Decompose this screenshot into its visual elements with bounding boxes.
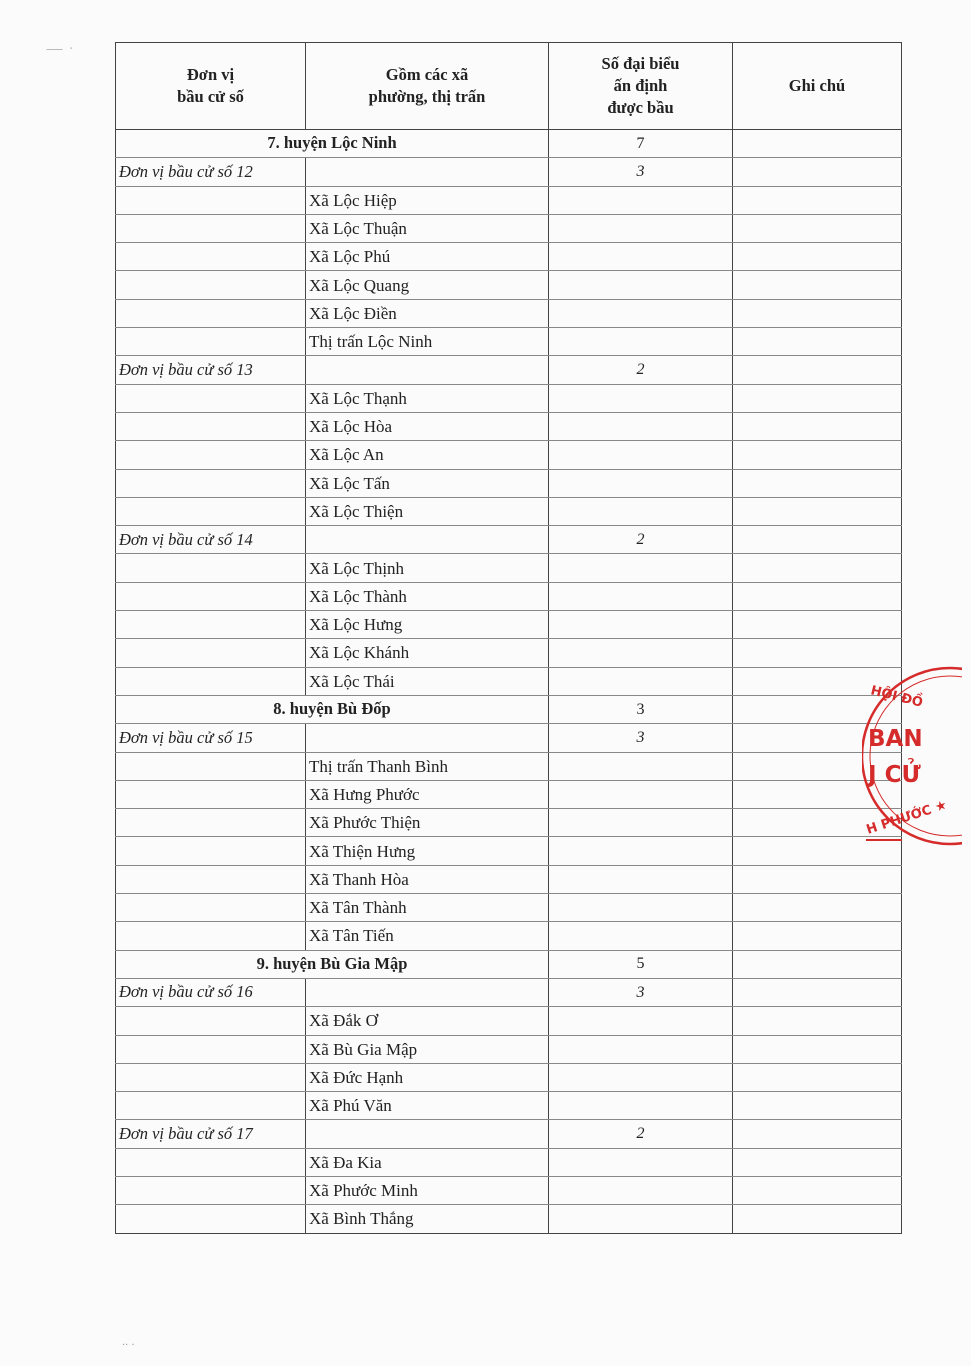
note-cell	[733, 441, 902, 469]
commune-name: Xã Lộc An	[306, 441, 549, 469]
table-row	[116, 243, 902, 271]
commune-name: Thị trấn Lộc Ninh	[306, 328, 549, 356]
delegate-cell	[549, 780, 733, 808]
table-row	[116, 1120, 902, 1148]
commune-name: Xã Thanh Hòa	[306, 865, 549, 893]
unit-cell	[116, 894, 306, 922]
district-name: 7. huyện Lộc Ninh	[116, 130, 549, 158]
unit-cell	[116, 582, 306, 610]
unit-cell	[116, 865, 306, 893]
table-row	[116, 1205, 902, 1233]
commune-cell	[306, 1120, 549, 1148]
delegate-count: 2	[549, 1120, 733, 1148]
commune-name: Xã Lộc Hiệp	[306, 186, 549, 214]
commune-name: Xã Lộc Thạnh	[306, 384, 549, 412]
note-cell	[733, 554, 902, 582]
commune-name: Xã Phước Thiện	[306, 809, 549, 837]
unit-cell	[116, 554, 306, 582]
scan-mark-bottom: ·· ·	[122, 1340, 135, 1351]
delegate-cell	[549, 837, 733, 865]
svg-text:BAN: BAN	[868, 726, 923, 752]
note-cell	[733, 243, 902, 271]
note-cell	[733, 356, 902, 384]
table-row	[116, 865, 902, 893]
note-cell	[733, 1148, 902, 1176]
delegate-count: 3	[549, 978, 733, 1006]
unit-cell	[116, 497, 306, 525]
unit-cell	[116, 611, 306, 639]
note-cell	[733, 299, 902, 327]
delegate-cell	[549, 384, 733, 412]
unit-cell	[116, 384, 306, 412]
commune-name: Xã Lộc Thiện	[306, 497, 549, 525]
unit-cell	[116, 752, 306, 780]
delegate-cell	[549, 412, 733, 440]
note-cell	[733, 328, 902, 356]
table-row	[116, 299, 902, 327]
delegate-count: 5	[549, 950, 733, 978]
unit-name: Đơn vị bầu cử số 15	[116, 724, 306, 752]
table-row	[116, 1007, 902, 1035]
table-row	[116, 894, 902, 922]
table-row	[116, 271, 902, 299]
unit-name: Đơn vị bầu cử số 14	[116, 526, 306, 554]
unit-cell	[116, 299, 306, 327]
note-cell	[733, 469, 902, 497]
commune-cell	[306, 526, 549, 554]
commune-name: Xã Đa Kia	[306, 1148, 549, 1176]
table-row	[116, 412, 902, 440]
note-cell	[733, 271, 902, 299]
delegate-cell	[549, 1148, 733, 1176]
unit-cell	[116, 214, 306, 242]
svg-text:H PHƯỚC ★: H PHƯỚC ★	[864, 797, 949, 838]
table-row	[116, 186, 902, 214]
note-cell	[733, 130, 902, 158]
svg-text:HỘI ĐỒ: HỘI ĐỒ	[869, 683, 925, 711]
delegate-cell	[549, 271, 733, 299]
header-notes: Ghi chú	[733, 43, 902, 130]
table-row	[116, 356, 902, 384]
note-cell	[733, 214, 902, 242]
delegate-cell	[549, 328, 733, 356]
delegate-count: 3	[549, 724, 733, 752]
unit-cell	[116, 243, 306, 271]
delegate-cell	[549, 639, 733, 667]
note-cell	[733, 1176, 902, 1204]
note-cell	[733, 1063, 902, 1091]
table-body	[116, 130, 902, 1234]
delegate-cell	[549, 1007, 733, 1035]
unit-cell	[116, 1148, 306, 1176]
unit-name: Đơn vị bầu cử số 12	[116, 158, 306, 186]
note-cell	[733, 978, 902, 1006]
delegate-cell	[549, 894, 733, 922]
commune-name: Xã Lộc Phú	[306, 243, 549, 271]
unit-cell	[116, 780, 306, 808]
note-cell	[733, 1120, 902, 1148]
note-cell	[733, 950, 902, 978]
note-cell	[733, 384, 902, 412]
table-row	[116, 639, 902, 667]
district-name: 9. huyện Bù Gia Mập	[116, 950, 549, 978]
delegate-cell	[549, 865, 733, 893]
note-cell	[733, 1092, 902, 1120]
delegate-cell	[549, 497, 733, 525]
commune-name: Xã Đức Hạnh	[306, 1063, 549, 1091]
commune-name: Xã Phú Văn	[306, 1092, 549, 1120]
note-cell	[733, 1205, 902, 1233]
unit-cell	[116, 412, 306, 440]
election-units-table	[115, 42, 902, 1234]
unit-name: Đơn vị bầu cử số 17	[116, 1120, 306, 1148]
header-delegates: Số đại biểu ấn định được bầu	[549, 43, 733, 130]
table-row	[116, 384, 902, 412]
note-cell	[733, 186, 902, 214]
table-row	[116, 837, 902, 865]
commune-name: Xã Bù Gia Mập	[306, 1035, 549, 1063]
table-row	[116, 130, 902, 158]
delegate-cell	[549, 809, 733, 837]
commune-name: Xã Phước Minh	[306, 1176, 549, 1204]
table-row	[116, 1063, 902, 1091]
note-cell	[733, 922, 902, 950]
commune-name: Xã Lộc Thịnh	[306, 554, 549, 582]
table-row	[116, 497, 902, 525]
delegate-cell	[549, 1205, 733, 1233]
scan-mark: ⸺ ‧	[46, 44, 77, 55]
unit-name: Đơn vị bầu cử số 13	[116, 356, 306, 384]
official-seal	[862, 660, 962, 850]
table-row	[116, 554, 902, 582]
delegate-count: 3	[549, 695, 733, 723]
unit-cell	[116, 1035, 306, 1063]
unit-cell	[116, 1092, 306, 1120]
note-cell	[733, 526, 902, 554]
unit-cell	[116, 922, 306, 950]
table-row	[116, 582, 902, 610]
table-row	[116, 611, 902, 639]
commune-cell	[306, 158, 549, 186]
delegate-cell	[549, 1092, 733, 1120]
delegate-cell	[549, 299, 733, 327]
note-cell	[733, 1007, 902, 1035]
delegate-cell	[549, 243, 733, 271]
delegate-count: 2	[549, 356, 733, 384]
unit-cell	[116, 1205, 306, 1233]
unit-cell	[116, 186, 306, 214]
commune-name: Xã Tân Tiến	[306, 922, 549, 950]
note-cell	[733, 497, 902, 525]
unit-cell	[116, 271, 306, 299]
commune-name: Xã Tân Thành	[306, 894, 549, 922]
delegate-cell	[549, 1035, 733, 1063]
unit-cell	[116, 1063, 306, 1091]
table-row	[116, 809, 902, 837]
table-header-row	[116, 43, 902, 130]
delegate-cell	[549, 214, 733, 242]
unit-cell	[116, 441, 306, 469]
unit-name: Đơn vị bầu cử số 16	[116, 978, 306, 1006]
unit-cell	[116, 639, 306, 667]
commune-cell	[306, 724, 549, 752]
delegate-cell	[549, 469, 733, 497]
delegate-cell	[549, 922, 733, 950]
table-row	[116, 978, 902, 1006]
commune-name: Xã Lộc Thuận	[306, 214, 549, 242]
commune-name: Xã Lộc Quang	[306, 271, 549, 299]
delegate-cell	[549, 441, 733, 469]
unit-cell	[116, 328, 306, 356]
delegate-cell	[549, 582, 733, 610]
table-row	[116, 922, 902, 950]
unit-cell	[116, 469, 306, 497]
table-row	[116, 1176, 902, 1204]
delegate-count: 2	[549, 526, 733, 554]
table-row	[116, 780, 902, 808]
delegate-cell	[549, 554, 733, 582]
commune-name: Xã Lộc Thành	[306, 582, 549, 610]
delegate-cell	[549, 1063, 733, 1091]
commune-name: Xã Thiện Hưng	[306, 837, 549, 865]
delegate-count: 7	[549, 130, 733, 158]
unit-cell	[116, 837, 306, 865]
table-row	[116, 724, 902, 752]
table-row	[116, 667, 902, 695]
delegate-cell	[549, 752, 733, 780]
commune-name: Xã Lộc Tấn	[306, 469, 549, 497]
table-row	[116, 752, 902, 780]
commune-name: Xã Lộc Hưng	[306, 611, 549, 639]
commune-cell	[306, 356, 549, 384]
unit-cell	[116, 1007, 306, 1035]
commune-cell	[306, 978, 549, 1006]
note-cell	[733, 611, 902, 639]
table-row	[116, 950, 902, 978]
svg-text:J CỬ: J CỬ	[868, 762, 921, 788]
delegate-cell	[549, 1176, 733, 1204]
commune-name: Xã Lộc Thái	[306, 667, 549, 695]
note-cell	[733, 158, 902, 186]
unit-cell	[116, 667, 306, 695]
table-row	[116, 1092, 902, 1120]
table-row	[116, 441, 902, 469]
note-cell	[733, 894, 902, 922]
table-row	[116, 158, 902, 186]
unit-cell	[116, 1176, 306, 1204]
commune-name: Xã Bình Thắng	[306, 1205, 549, 1233]
table-row	[116, 695, 902, 723]
note-cell	[733, 1035, 902, 1063]
note-cell	[733, 865, 902, 893]
table-row	[116, 526, 902, 554]
unit-cell	[116, 809, 306, 837]
commune-name: Xã Lộc Hòa	[306, 412, 549, 440]
table-row	[116, 1148, 902, 1176]
header-communes: Gồm các xã phường, thị trấn	[306, 43, 549, 130]
table-row	[116, 214, 902, 242]
note-cell	[733, 582, 902, 610]
commune-name: Xã Lộc Điền	[306, 299, 549, 327]
table-row	[116, 1035, 902, 1063]
commune-name: Xã Lộc Khánh	[306, 639, 549, 667]
commune-name: Xã Đắk Ơ	[306, 1007, 549, 1035]
delegate-cell	[549, 186, 733, 214]
table-row	[116, 469, 902, 497]
delegate-count: 3	[549, 158, 733, 186]
commune-name: Thị trấn Thanh Bình	[306, 752, 549, 780]
delegate-cell	[549, 611, 733, 639]
district-name: 8. huyện Bù Đốp	[116, 695, 549, 723]
delegate-cell	[549, 667, 733, 695]
commune-name: Xã Hưng Phước	[306, 780, 549, 808]
note-cell	[733, 412, 902, 440]
table-row	[116, 328, 902, 356]
header-unit: Đơn vị bầu cử số	[116, 43, 306, 130]
